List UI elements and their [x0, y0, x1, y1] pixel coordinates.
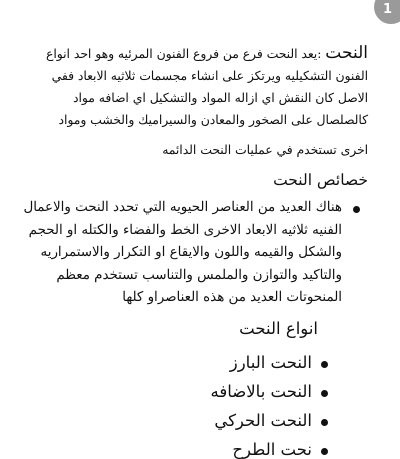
- types-list-item: [22, 377, 328, 406]
- types-list-item: [22, 435, 328, 459]
- document-content: [22, 42, 368, 459]
- features-item-text: هناك العديد من العناصر الحيويه التي تحدد النحت والاعمال الفنيه ثلاثيه الابعاد الاخرى الخط والفضاء والكتله او الحجم والشكل والقيمه واللون والايقاع او التكرار والاستمراريه والتاكيد والتوازن والملمس والتناسب تستخدم معظم المنحوتات العديد من هذه العناصراو كلها: [23, 200, 342, 305]
- page-number: 1: [383, 2, 393, 17]
- bullet-icon: [321, 448, 328, 455]
- intro-term: النحت: [325, 43, 368, 63]
- types-item-text: النحت بالاضافه: [210, 381, 312, 401]
- features-heading: خصائص النحت: [273, 171, 368, 189]
- bullet-icon: [321, 419, 328, 426]
- bullet-icon: [321, 361, 328, 368]
- types-list-item: [22, 348, 328, 377]
- page-number-badge: [374, 0, 400, 24]
- types-item-text: نحت الطرح: [232, 439, 312, 459]
- bullet-icon: [321, 390, 328, 397]
- features-list-item: [22, 197, 362, 310]
- intro-paragraph: [22, 42, 368, 161]
- intro-last-line: اخرى تستخدم في عمليات النحت الدائمه: [162, 143, 368, 157]
- bullet-icon: [353, 206, 360, 213]
- types-item-text: النحت البارز: [229, 352, 312, 372]
- types-list: [22, 348, 368, 459]
- types-list-item: [22, 406, 328, 435]
- features-list: [22, 197, 368, 310]
- types-heading: انواع النحت: [239, 318, 318, 338]
- intro-text: :يعد النحت فرع من فروع الفنون المرئيه وهو احد انواع الفنون التشكيليه ويرتكز على انشاء مجسمات ثلاثيه الابعاد ففي الاصل كان النقش اي ازاله المواد والتشكيل اي اضافه مواد كالصلصال على الصخور والمعادن والسيراميك والخشب ومواد: [46, 47, 368, 127]
- types-item-text: النحت الحركي: [214, 410, 312, 430]
